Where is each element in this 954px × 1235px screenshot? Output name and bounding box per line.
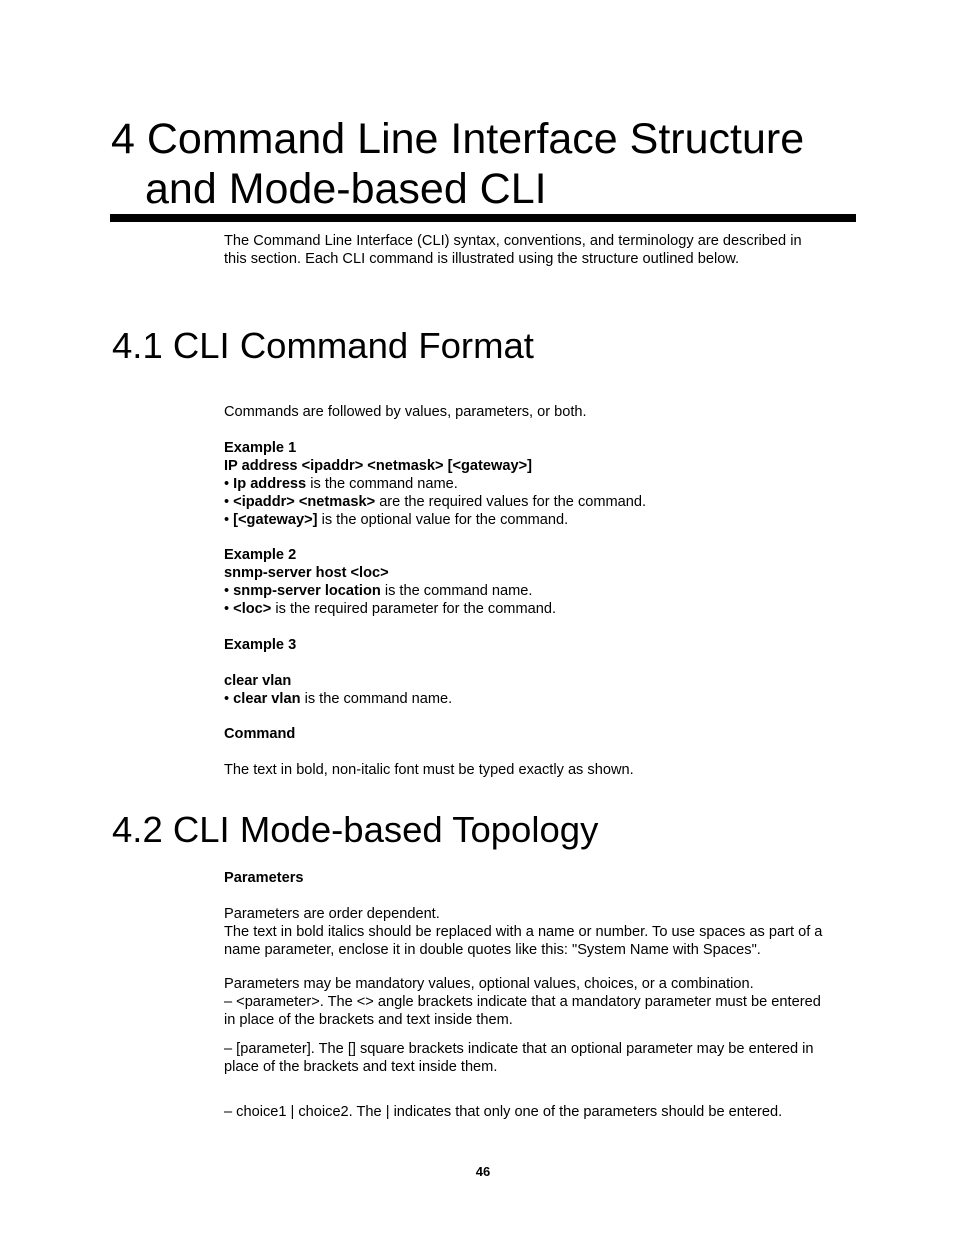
- bullet: •: [224, 583, 234, 599]
- bullet: •: [224, 494, 234, 510]
- description: is the command name.: [306, 476, 458, 492]
- paragraph-line: Parameters may be mandatory values, optional values, choices, or a combination.: [224, 976, 754, 992]
- command-term: <ipaddr> <netmask>: [233, 494, 376, 510]
- parameters-paragraph-4: [224, 1103, 856, 1121]
- example-command: snmp-server host <loc>: [224, 565, 389, 581]
- chapter-title-line-2: and Mode-based CLI: [145, 165, 547, 213]
- paragraph-line: place of the brackets and text inside them.: [224, 1059, 498, 1075]
- paragraph-line: – [parameter]. The [] square brackets indicate that an optional parameter may be entered in: [224, 1041, 814, 1057]
- parameters-heading: Parameters: [224, 870, 304, 886]
- list-item: [224, 511, 856, 529]
- example-heading: Example 3: [224, 637, 297, 653]
- description: is the required parameter for the command.: [271, 601, 557, 617]
- example-3: [224, 636, 856, 654]
- command-term: snmp-server location: [233, 583, 381, 599]
- intro-line: this section. Each CLI command is illustrated using the structure outlined below.: [224, 251, 740, 267]
- chapter-divider: [110, 214, 856, 222]
- command-term: Ip address: [233, 476, 307, 492]
- command-term: [<gateway>]: [233, 512, 318, 528]
- paragraph-line: The text in bold italics should be replaced with a name or number. To use spaces as part of a: [224, 924, 823, 940]
- chapter-intro: [224, 232, 856, 268]
- section-title-4-2: 4.2 CLI Mode-based Topology: [112, 809, 599, 850]
- page-number: 46: [475, 1164, 491, 1179]
- paragraph-line: in place of the brackets and text inside them.: [224, 1012, 513, 1028]
- paragraph-line: – choice1 | choice2. The | indicates that only one of the parameters should be entered.: [224, 1104, 783, 1120]
- bullet: •: [224, 512, 234, 528]
- parameters-paragraph-1: [224, 905, 856, 959]
- paragraph-line: – <parameter>. The <> angle brackets indicate that a mandatory parameter must be entered: [224, 994, 821, 1010]
- example-1: [224, 439, 856, 529]
- bullet: •: [224, 691, 234, 707]
- intro-line: The Command Line Interface (CLI) syntax, conventions, and terminology are described in: [224, 233, 802, 249]
- description: is the command name.: [380, 583, 533, 599]
- bullet: •: [224, 476, 234, 492]
- paragraph-line: Parameters are order dependent.: [224, 906, 440, 922]
- description: is the command name.: [300, 691, 453, 707]
- example-command: IP address <ipaddr> <netmask> [<gateway>]: [224, 458, 532, 474]
- chapter-title: [111, 114, 871, 214]
- example-command: clear vlan: [224, 673, 292, 689]
- list-item: [224, 493, 856, 511]
- example-3-body: [224, 672, 856, 708]
- example-2: [224, 546, 856, 618]
- list-item: [224, 475, 856, 493]
- command-heading: Command: [224, 726, 296, 742]
- command-term: clear vlan: [233, 691, 301, 707]
- command-text: The text in bold, non-italic font must be typed exactly as shown.: [224, 762, 634, 778]
- example-heading: Example 1: [224, 440, 297, 456]
- command-term: <loc>: [233, 601, 272, 617]
- section-title-4-1: 4.1 CLI Command Format: [112, 325, 534, 366]
- description: are the required values for the command.: [375, 494, 647, 510]
- paragraph-line: name parameter, enclose it in double quotes like this: "System Name with Spaces".: [224, 942, 761, 958]
- list-item: [224, 690, 856, 708]
- list-item: [224, 600, 856, 618]
- description: is the optional value for the command.: [317, 512, 569, 528]
- parameters-paragraph-3: [224, 1040, 856, 1076]
- example-heading: Example 2: [224, 547, 297, 563]
- list-item: [224, 582, 856, 600]
- bullet: •: [224, 601, 234, 617]
- chapter-title-line-1: 4 Command Line Interface Structure: [111, 115, 805, 163]
- parameters-paragraph-2: [224, 975, 856, 1029]
- section-lead: Commands are followed by values, parameters, or both.: [224, 404, 587, 420]
